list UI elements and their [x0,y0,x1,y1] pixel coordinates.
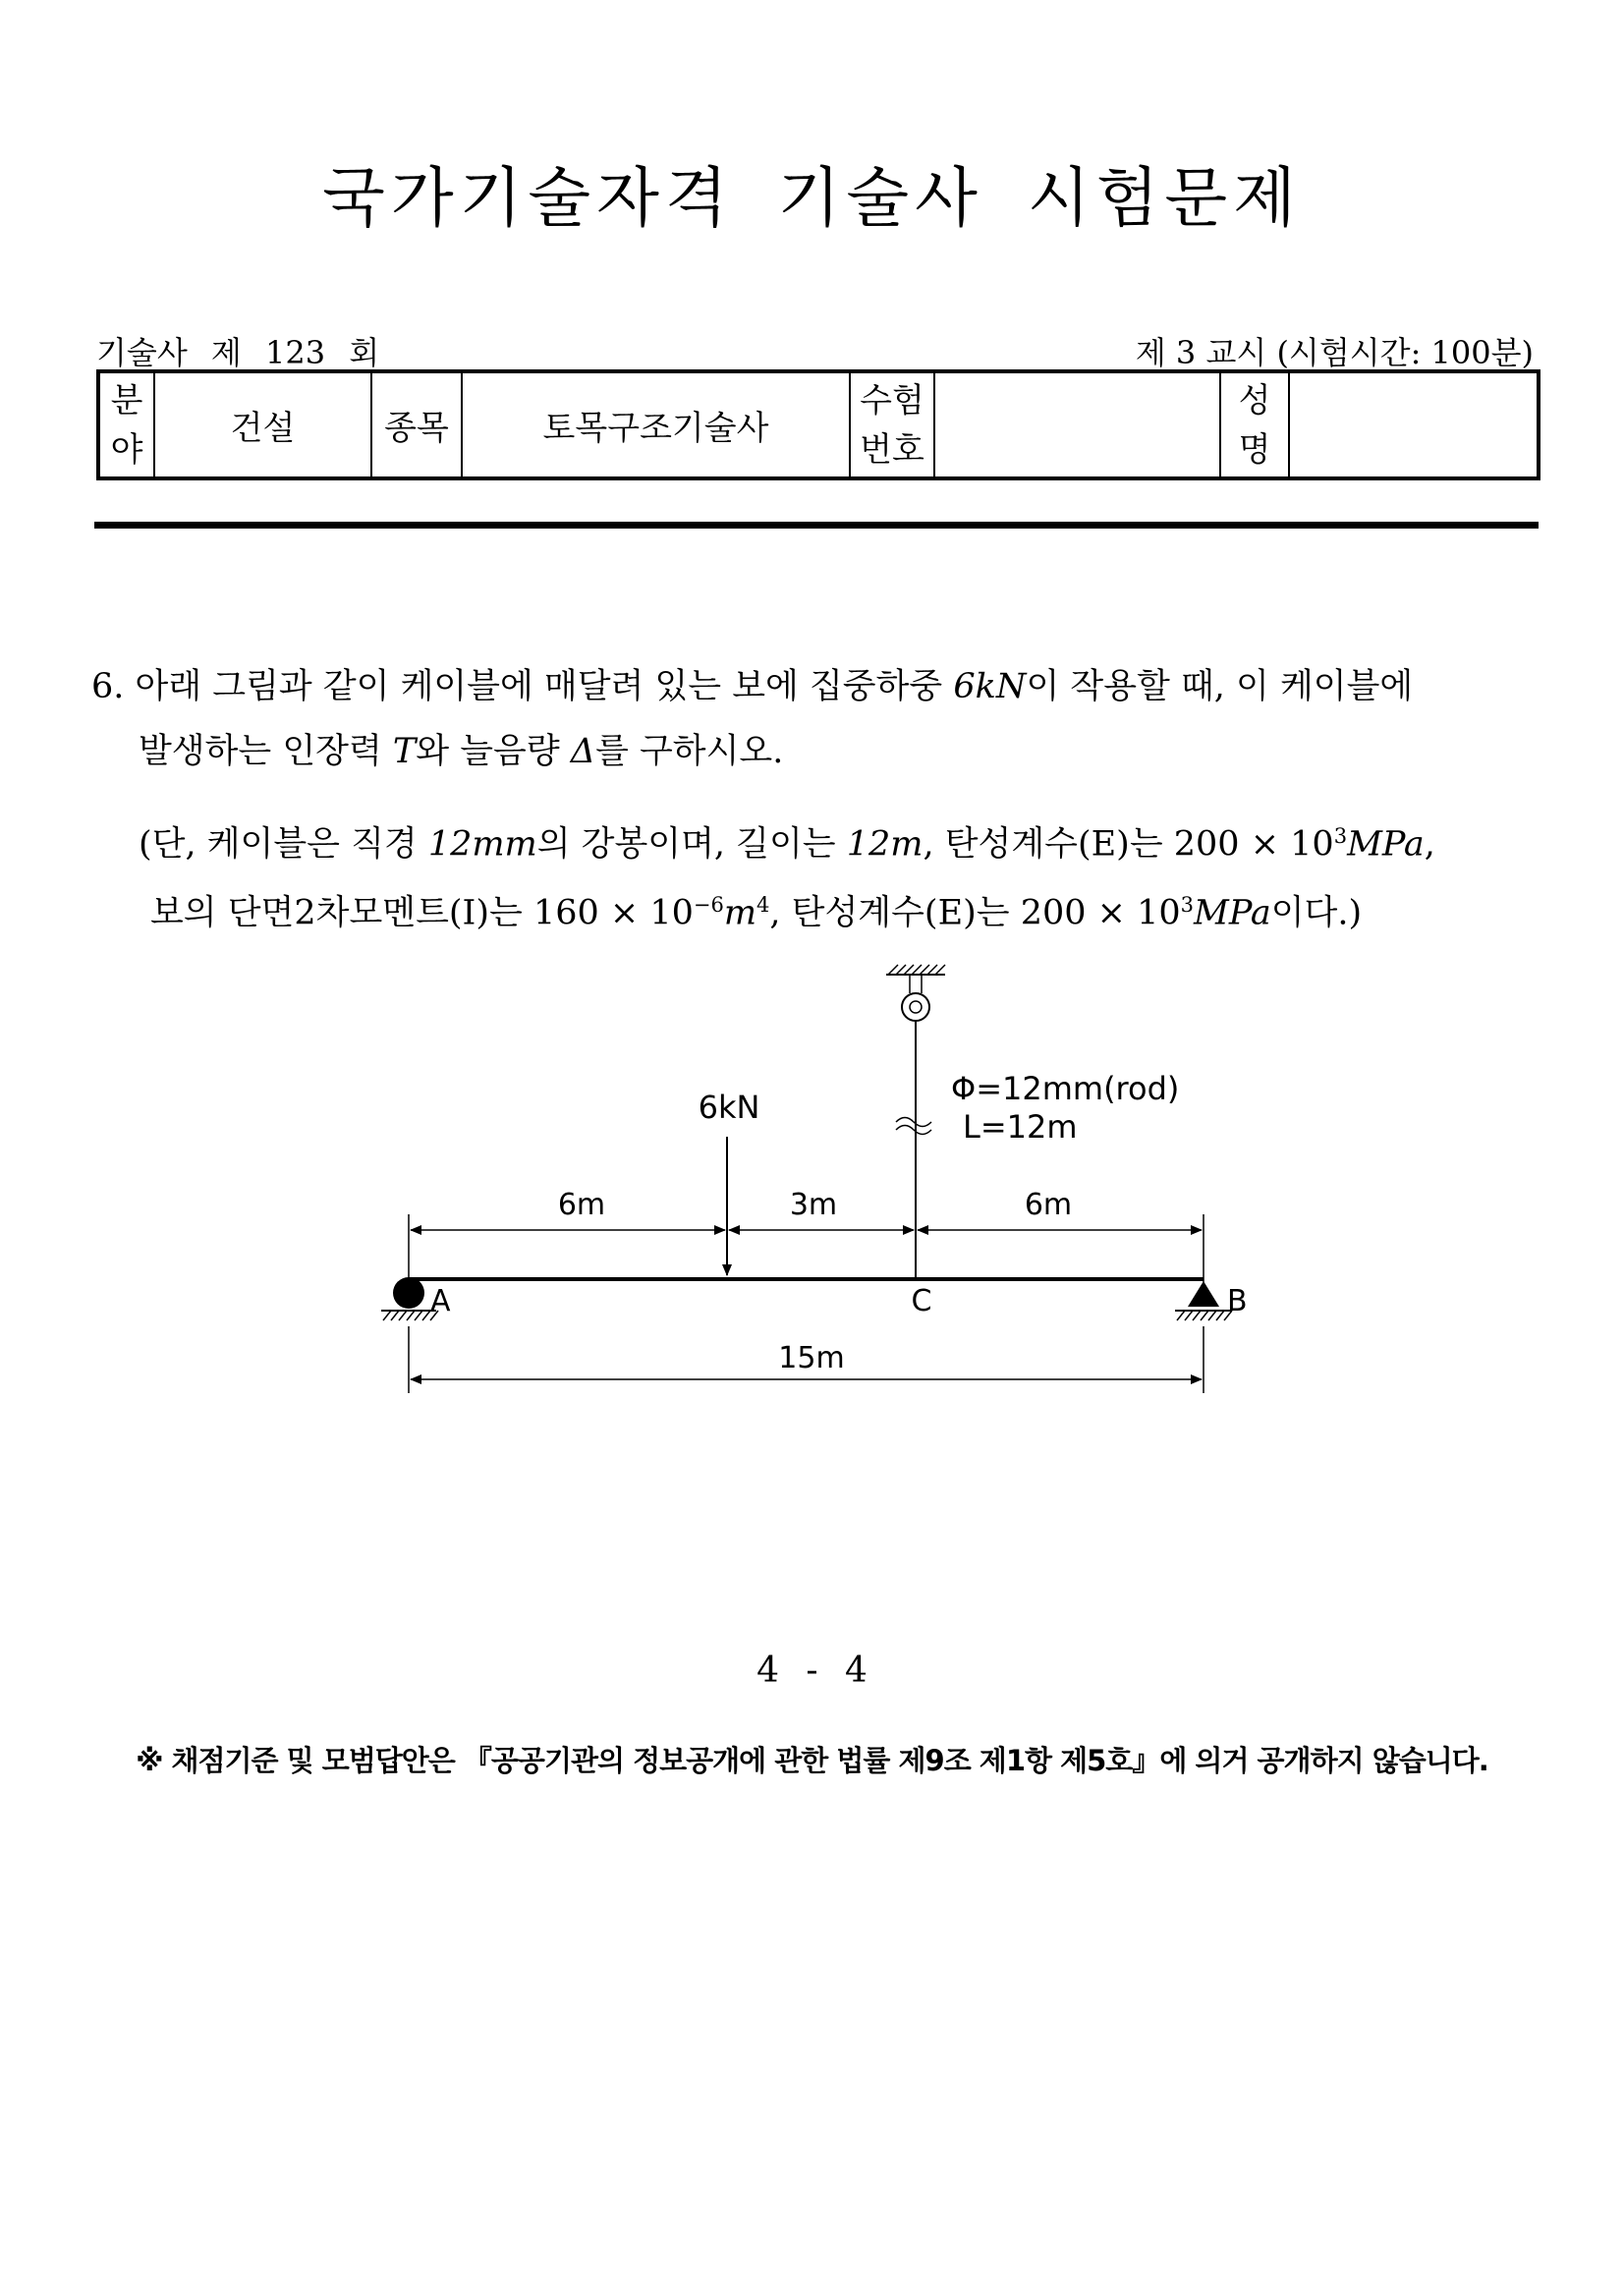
field-label: 분 야 [98,371,154,478]
point-b-label: B [1227,1284,1248,1318]
top-dimension [409,1214,1204,1295]
dim-load-c: 3m [789,1188,838,1222]
name-label: 성 명 [1220,371,1289,478]
question-condition-line-1: (단, 케이블은 직경 12mm의 강봉이며, 길이는 12m, 탄성계수(E)는 $200 \times 10^3MPa$, [139,824,1435,865]
category-label: 종목 [371,371,462,478]
dim-total: 15m [778,1341,845,1375]
page-number: 4 - 4 [756,1651,868,1691]
question-line-2: 발생하는 인장력 T와 늘음량 Δ를 구하시오. [139,732,784,771]
dim-a-load: 6m [557,1188,606,1222]
support-b-icon [1175,1281,1232,1320]
page-title: 국가기술자격 기술사 시험문제 [322,160,1302,236]
question-condition-line-2: 보의 단면2차모멘트(I)는 $160 \times 10^{-6}m^4$, 탄성계수(E)는 $200 \times 10^3MPa$이다.) [150,893,1363,933]
dim-c-b: 6m [1024,1188,1073,1222]
exam-session: 기술사 제 123 회 [96,334,380,371]
point-c-label: C [911,1284,932,1318]
disclosure-notice: ※ 채점기준 및 모범답안은 『공공기관의 정보공개에 관한 법률 제9조 제1항 제5호』에 의거 공개하지 않습니다. [136,1744,1488,1777]
cable-top-support [886,965,945,1021]
rod-length-label: L=12m [963,1108,1078,1146]
exam-number-label: 수험 번호 [850,371,934,478]
question-line-1: 6. 아래 그림과 같이 케이블에 매달려 있는 보에 집중하중 6kN이 작용할 때, 이 케이블에 [91,667,1414,706]
point-a-label: A [430,1284,451,1318]
break-mark-icon [896,1118,931,1135]
category-value: 토목구조기술사 [462,371,850,478]
exam-period: 제 3 교시 (시험시간: 100분) [1135,334,1534,371]
rod-label: Φ=12mm(rod) [951,1070,1180,1107]
field-value: 건설 [154,371,371,478]
load-label: 6kN [698,1089,760,1126]
